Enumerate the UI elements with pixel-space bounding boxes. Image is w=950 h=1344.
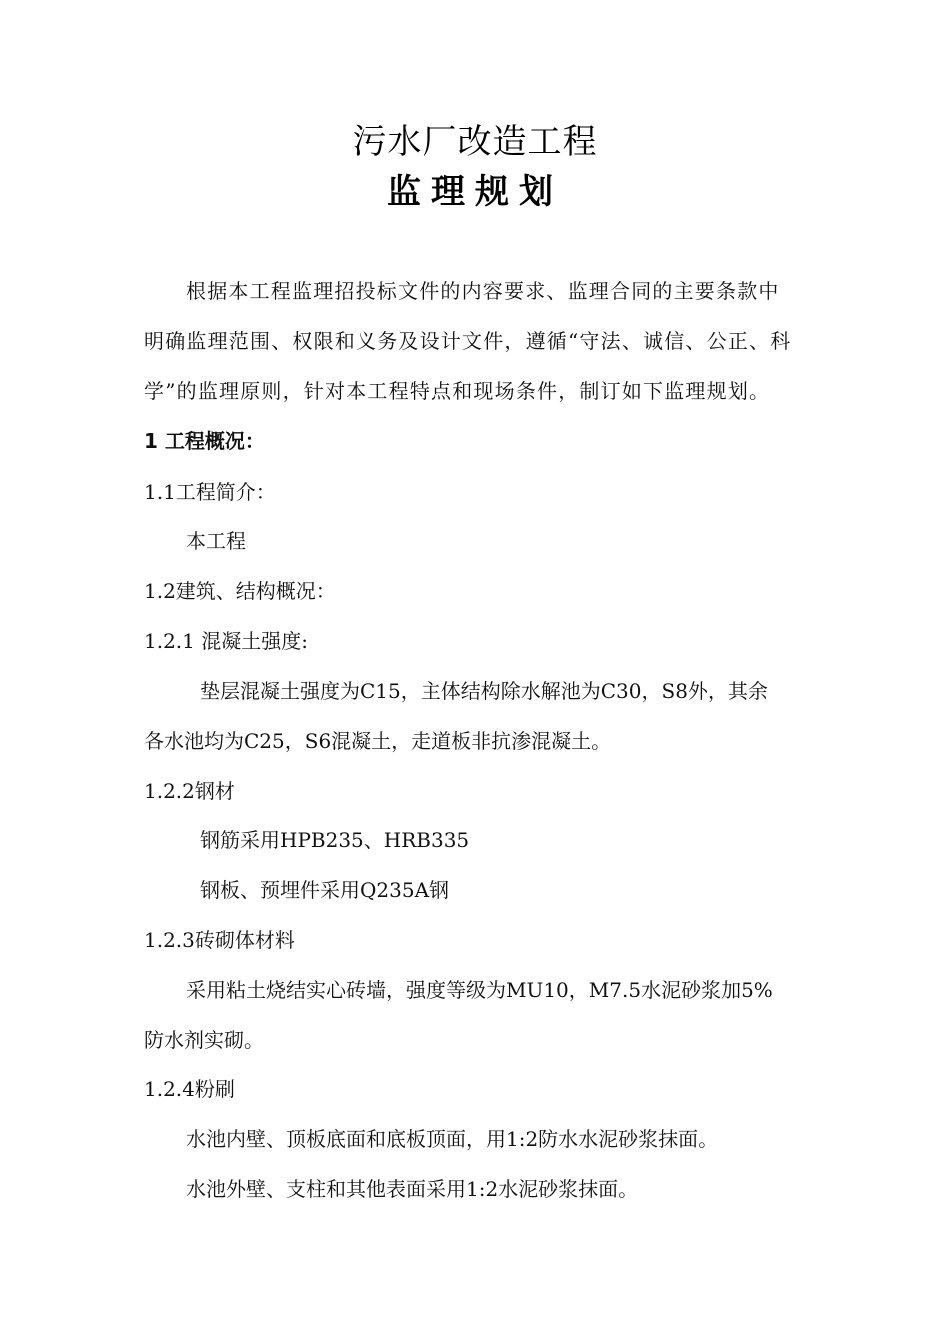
section-1-2-4-body-line-2: 水池外壁、支柱和其他表面采用1:2水泥砂浆抹面。 bbox=[186, 1177, 639, 1201]
section-1-2-1-body-line-1: 垫层混凝土强度为C15，主体结构除水解池为C30，S8外，其余 bbox=[200, 679, 768, 703]
section-1-2-2-body-line-1: 钢筋采用HPB235、HRB335 bbox=[200, 828, 470, 852]
section-1-2-4-body-line-1: 水池内壁、顶板底面和底板顶面，用1:2防水水泥砂浆抹面。 bbox=[186, 1127, 719, 1151]
section-1-heading: 1 工程概况： bbox=[144, 429, 265, 453]
intro-paragraph-line-3: 学”的监理原则，针对本工程特点和现场条件，制订如下监理规划。 bbox=[144, 379, 771, 403]
section-1-2-2-body-line-2: 钢板、预埋件采用Q235A钢 bbox=[200, 878, 450, 902]
section-1-1-body: 本工程 bbox=[186, 529, 246, 553]
document-subtitle: 监理规划 bbox=[387, 172, 563, 212]
section-1-2-heading: 1.2建筑、结构概况： bbox=[144, 579, 336, 603]
section-1-2-4-heading: 1.2.4粉刷 bbox=[144, 1077, 235, 1101]
section-1-2-1-heading: 1.2.1 混凝土强度: bbox=[144, 629, 308, 653]
section-1-2-3-heading: 1.2.3砖砌体材料 bbox=[144, 928, 295, 952]
section-1-1-heading: 1.1工程简介： bbox=[144, 480, 276, 504]
section-1-2-3-body-line-1: 采用粘土烧结实心砖墙，强度等级为MU10，M7.5水泥砂浆加5% bbox=[186, 978, 773, 1002]
section-1-2-2-heading: 1.2.2钢材 bbox=[144, 779, 235, 803]
section-1-2-3-body-line-2: 防水剂实砌。 bbox=[144, 1028, 264, 1052]
document-title: 污水厂改造工程 bbox=[352, 122, 598, 162]
section-1-2-1-body-line-2: 各水池均为C25，S6混凝土，走道板非抗渗混凝土。 bbox=[144, 729, 612, 753]
intro-paragraph-line-2: 明确监理范围、权限和义务及设计文件，遵循“守法、诚信、公正、科 bbox=[144, 329, 792, 353]
intro-paragraph-line-1: 根据本工程监理招投标文件的内容要求、监理合同的主要条款中 bbox=[186, 279, 780, 303]
